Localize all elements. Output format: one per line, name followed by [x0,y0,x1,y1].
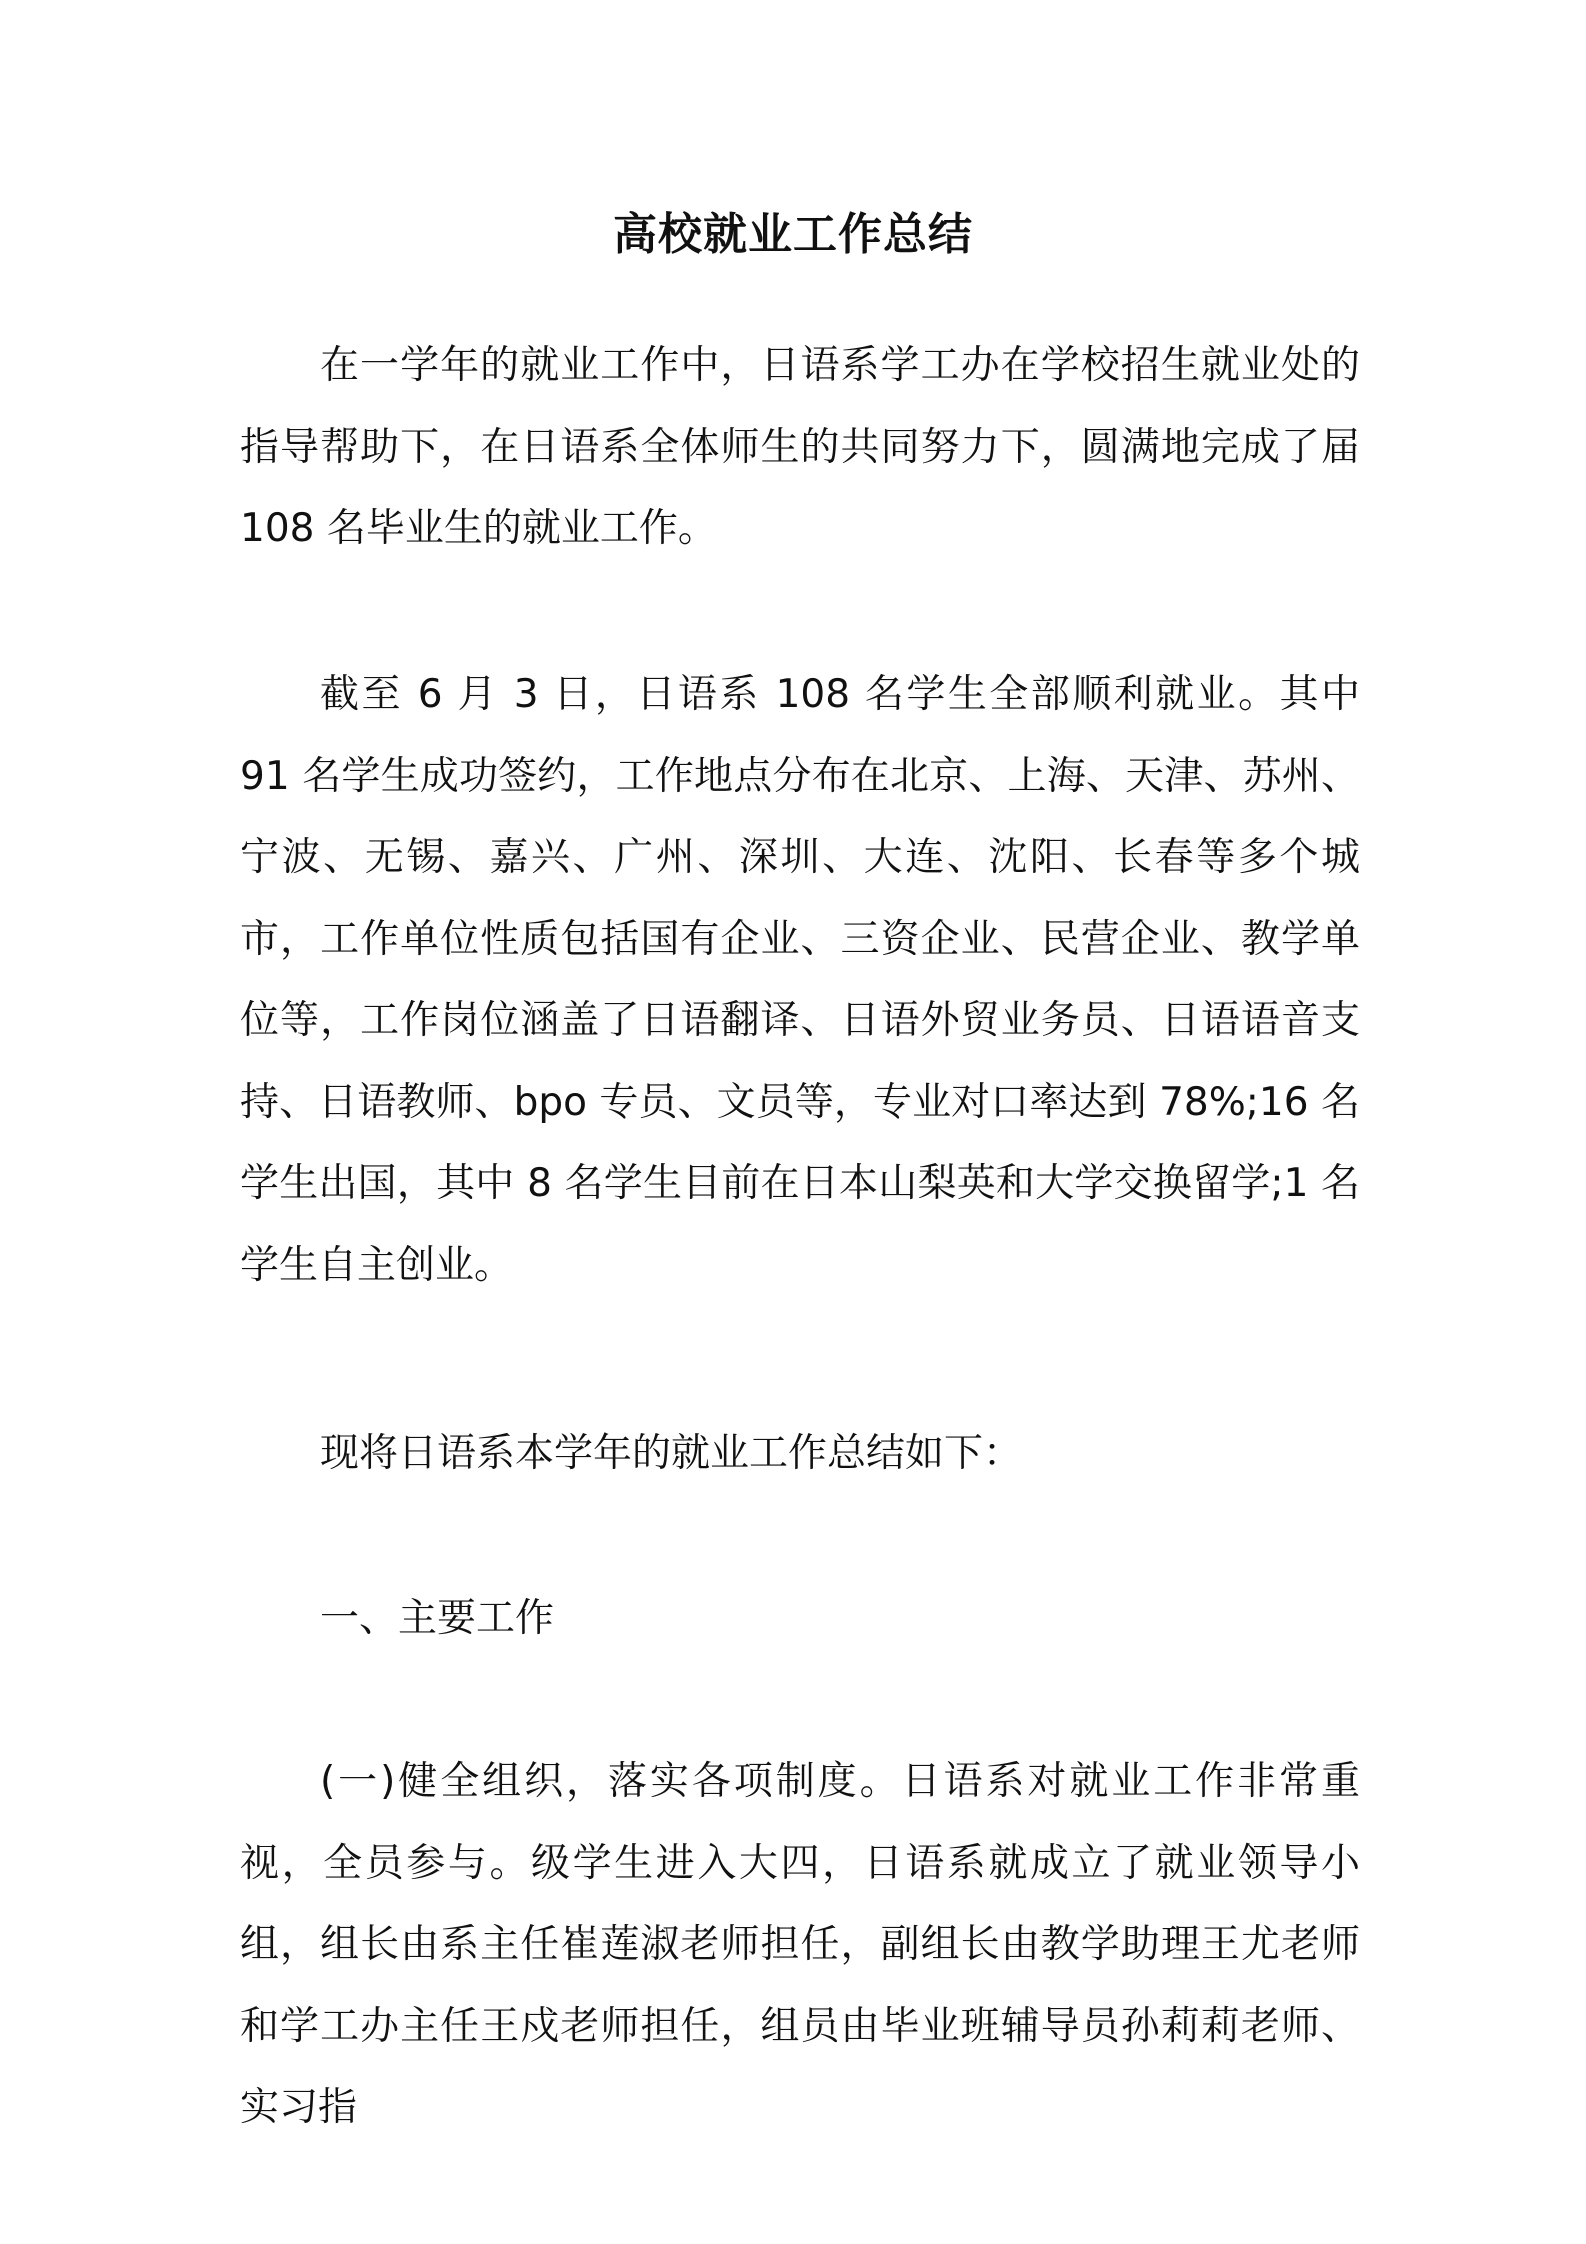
document-title: 高校就业工作总结 [613,209,973,260]
paragraph-summary-lead: 现将日语系本学年的就业工作总结如下： [320,1431,1023,1476]
paragraph-organization: (一)健全组织，落实各项制度。日语系对就业工作非常重视，全员参与。级学生进入大四，日语系就成立了就业领导小组，组长由系主任崔莲淑老师担任，副组长由教学助理王尤老师和学工办主任王戍老师担任，组员由毕业班辅导员孙莉莉老师、实习指 [240,1759,1360,2130]
section-heading-main-work: 一、主要工作 [320,1596,555,1641]
paragraph-employment-stats: 截至 6 月 3 日，日语系 108 名学生全部顺利就业。其中 91 名学生成功签约，工作地点分布在北京、上海、天津、苏州、宁波、无锡、嘉兴、广州、深圳、大连、沈阳、长春等多个城市，工作单位性质包括国有企业、三资企业、民营企业、教学单位等，工作岗位涵盖了日语翻译、日语外贸业务员、日语语音支持、日语教师、bpo 专员、文员等，专业对口率达到 78%;16 名学生出国，其中 8 名学生目前在日本山梨英和大学交换留学;1 名学生自主创业。 [240,672,1360,1288]
paragraph-intro: 在一学年的就业工作中，日语系学工办在学校招生就业处的指导帮助下，在日语系全体师生的共同努力下，圆满地完成了届 108 名毕业生的就业工作。 [240,343,1360,551]
